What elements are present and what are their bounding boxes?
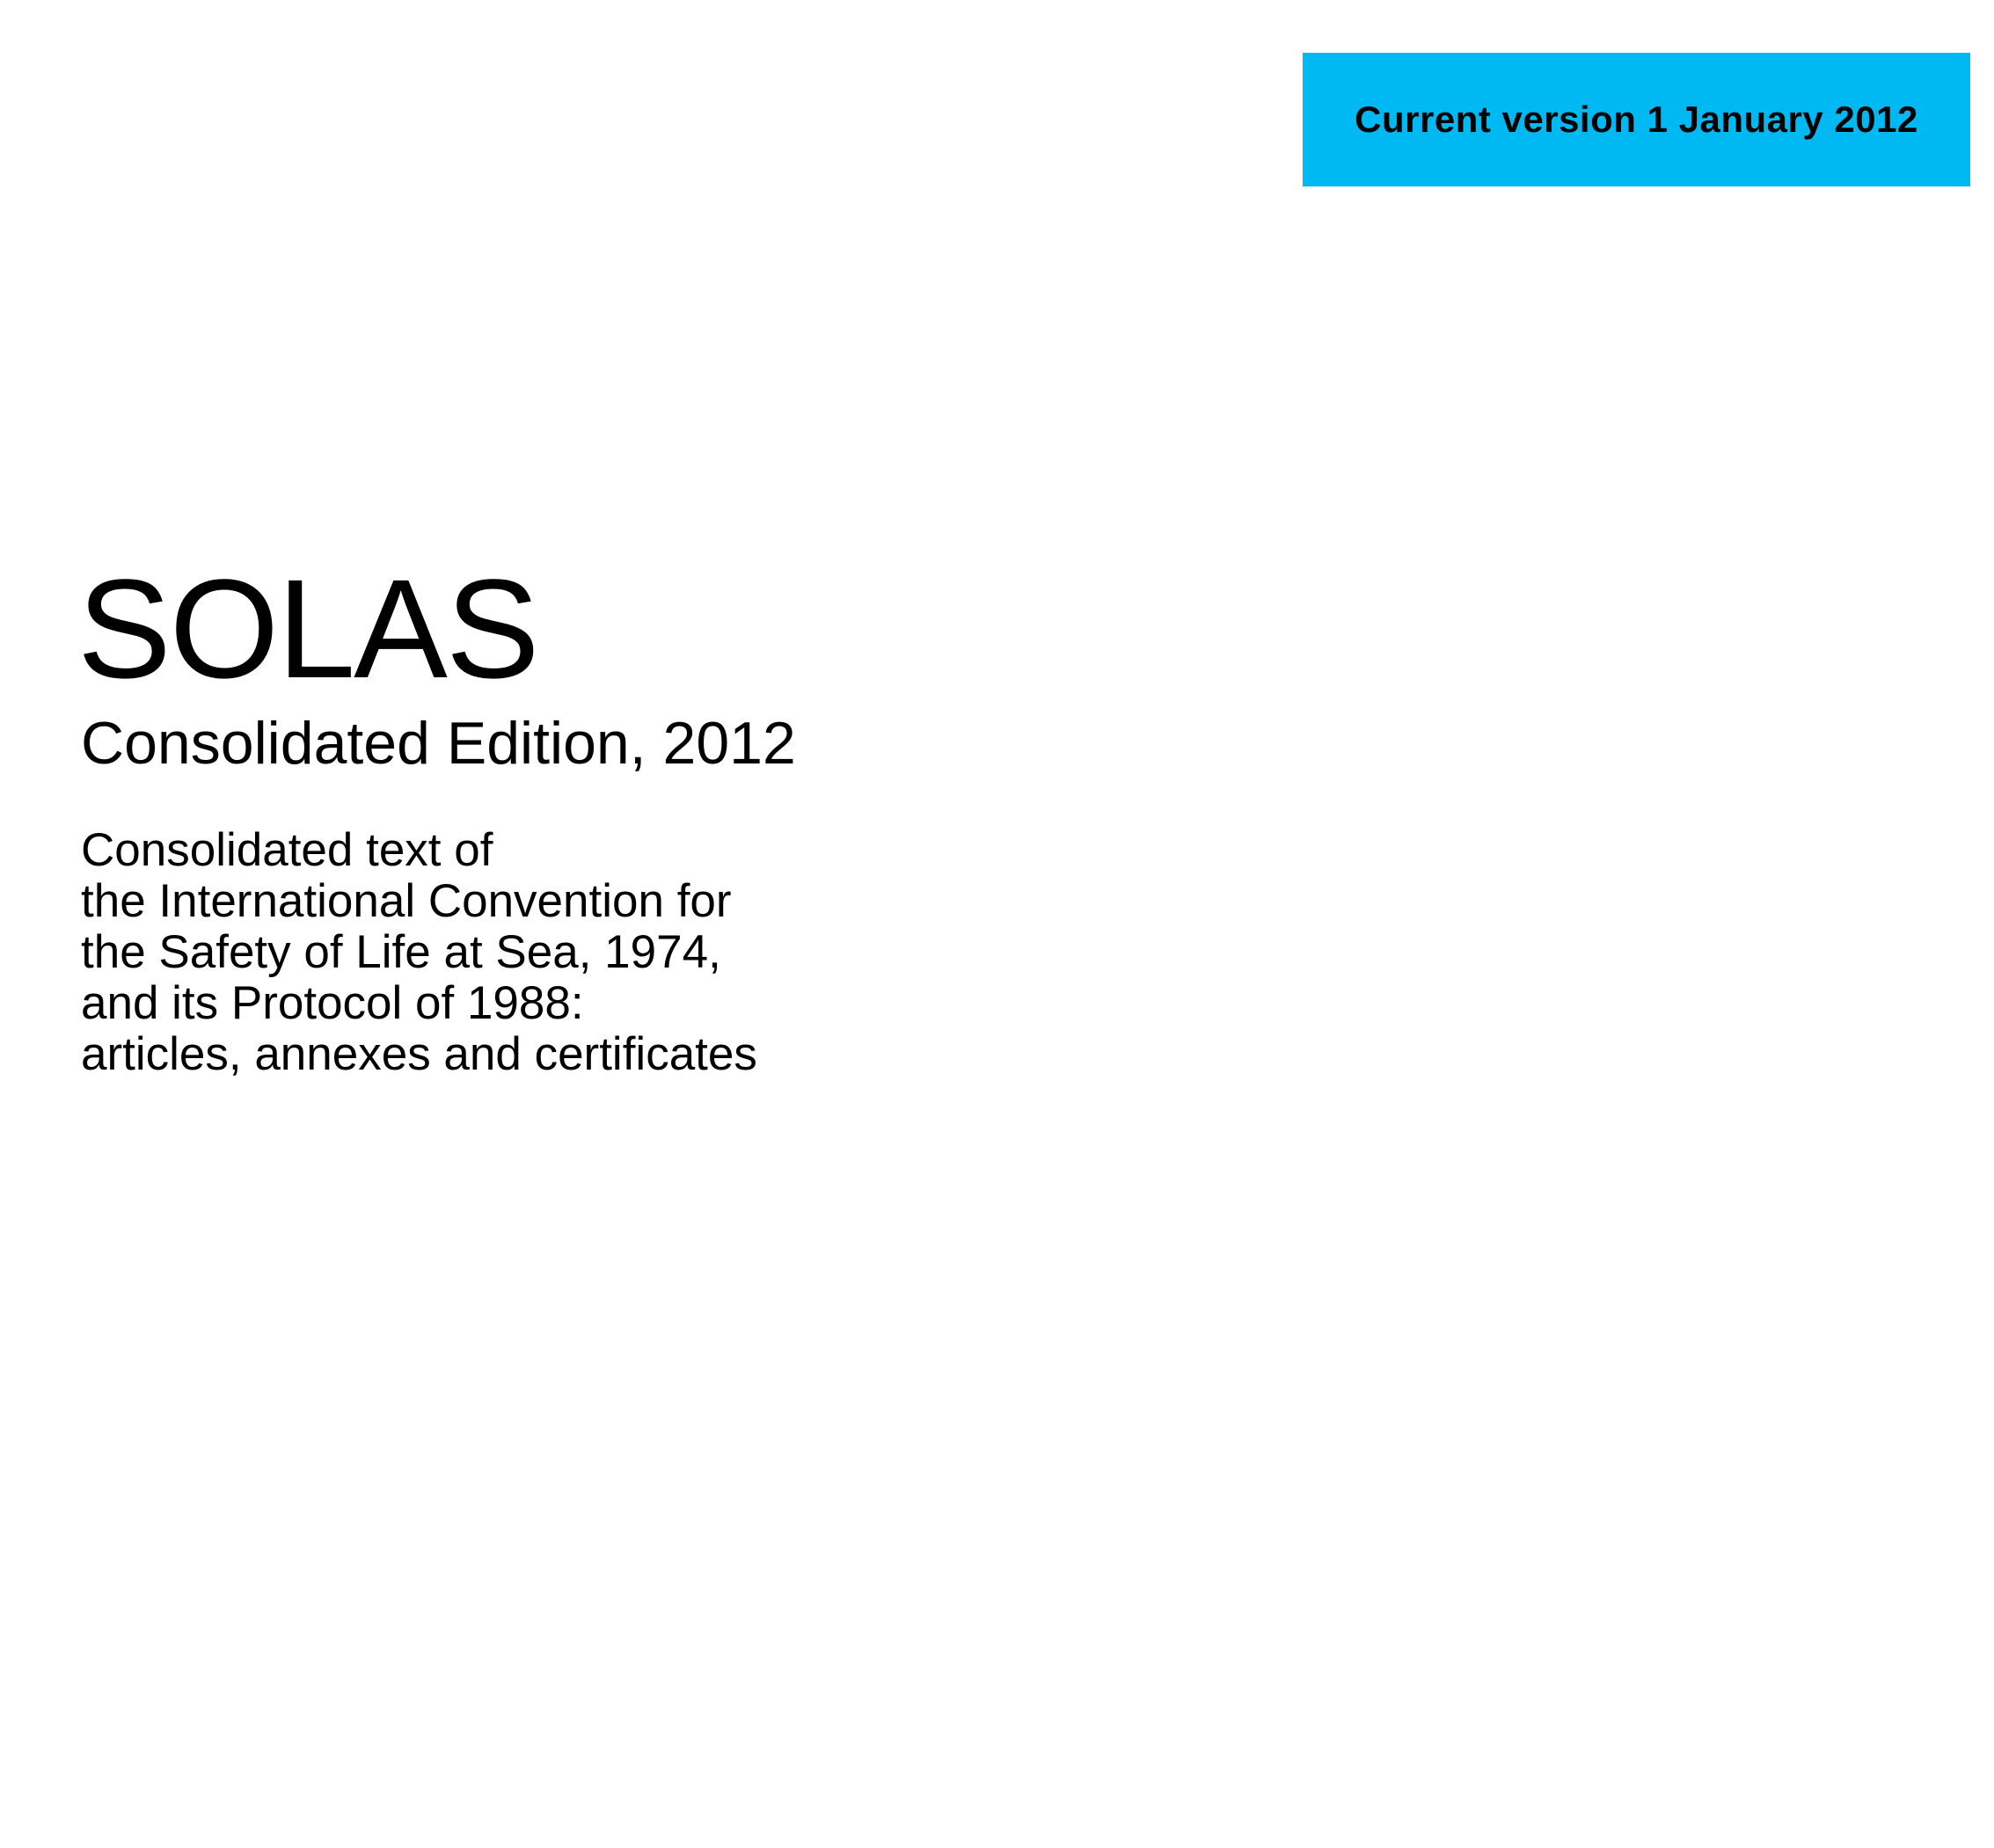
description-line-1: Consolidated text of <box>81 824 493 876</box>
description-line-2: the International Convention for <box>81 875 732 927</box>
description-line-3: the Safety of Life at Sea, 1974, <box>81 926 721 978</box>
current-version-banner <box>1303 53 1970 186</box>
current-version-label: Current version 1 January 2012 <box>1355 99 1918 140</box>
cover-description <box>81 825 757 1080</box>
cover-subtitle: Consolidated Edition, 2012 <box>81 710 796 777</box>
description-line-4: and its Protocol of 1988: <box>81 977 584 1029</box>
cover-title: SOLAS <box>77 550 538 707</box>
description-line-5: articles, annexes and certificates <box>81 1028 757 1080</box>
